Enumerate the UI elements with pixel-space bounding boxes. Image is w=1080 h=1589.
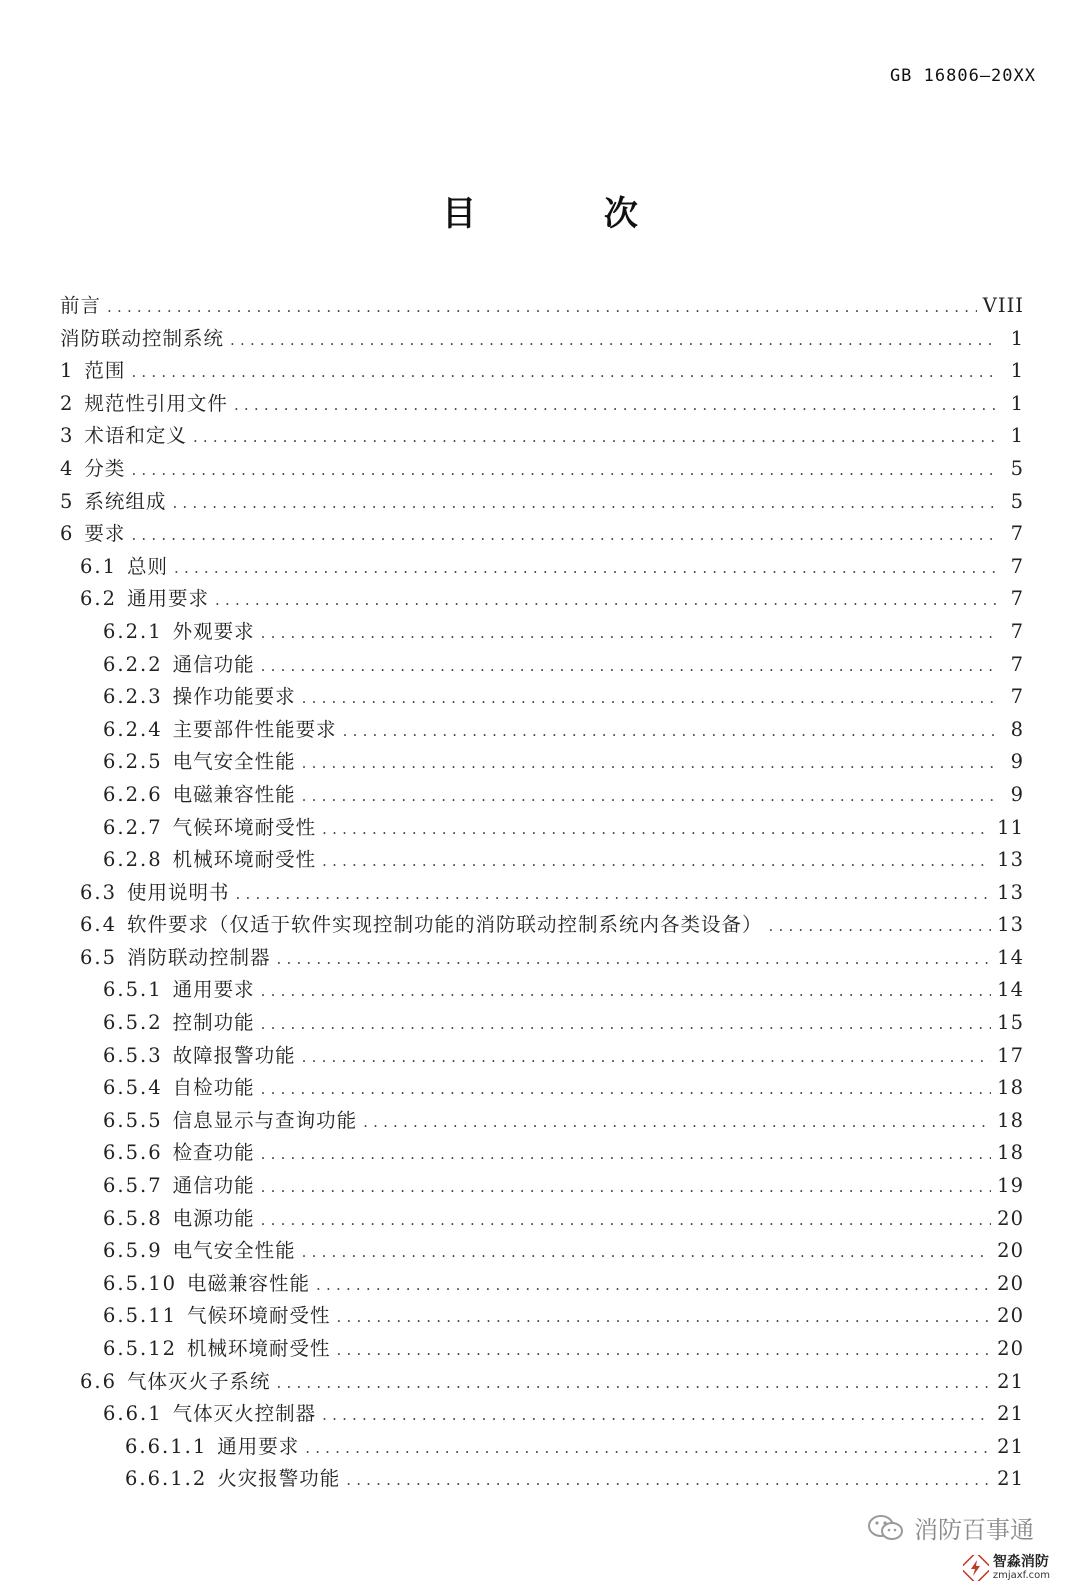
toc-entry[interactable] <box>60 323 1024 356</box>
toc-entry-page: 21 <box>997 1467 1024 1491</box>
toc-entry-label: 检查功能 <box>172 1141 255 1165</box>
toc-entry[interactable] <box>60 1268 1024 1301</box>
toc-dot-leader <box>322 1399 991 1432</box>
toc-entry[interactable] <box>60 355 1024 388</box>
toc-entry-page: 13 <box>997 848 1024 872</box>
toc-entry-label: 通用要求 <box>172 978 255 1002</box>
toc-entry[interactable] <box>60 779 1024 812</box>
toc-entry-label: 主要部件性能要求 <box>172 717 337 741</box>
toc-entry-number: 6.2.6 <box>103 782 163 806</box>
toc-dot-leader <box>346 1464 991 1497</box>
toc-entry[interactable] <box>60 974 1024 1007</box>
toc-entry-page: 7 <box>1010 522 1024 546</box>
wechat-icon <box>866 1513 906 1543</box>
toc-entry[interactable] <box>60 1105 1024 1138</box>
standard-code: GB 16806—20XX <box>889 66 1036 86</box>
toc-entry-number: 6.1 <box>80 554 118 578</box>
toc-dot-leader <box>261 1171 992 1204</box>
toc-dot-leader <box>277 943 992 976</box>
brand-domain: zmjaxf.com <box>992 1570 1050 1581</box>
toc-entry-page: 8 <box>1010 717 1024 741</box>
toc-entry-page: 14 <box>997 978 1024 1002</box>
toc-entry[interactable] <box>60 1366 1024 1399</box>
toc-entry-page: 20 <box>997 1304 1024 1328</box>
toc-entry-number: 1 <box>60 359 75 383</box>
toc-entry-page: 11 <box>997 815 1024 839</box>
toc-entry-page: 18 <box>997 1108 1024 1132</box>
toc-entry-number: 6.5.2 <box>103 1011 163 1035</box>
toc-entry-page: 17 <box>997 1043 1024 1067</box>
toc-dot-leader <box>261 1204 992 1237</box>
watermark-text: 消防百事通 <box>914 1516 1034 1544</box>
toc-dot-leader <box>316 1269 991 1302</box>
toc-entry-label: 气候环境耐受性 <box>172 815 317 839</box>
toc-entry-label: 机械环境耐受性 <box>172 848 317 872</box>
toc-entry-page: 14 <box>997 945 1024 969</box>
toc-entry-number: 6.5.11 <box>103 1304 178 1328</box>
toc-dot-leader <box>363 1106 991 1139</box>
toc-dot-leader <box>234 389 996 422</box>
toc-dot-leader <box>261 617 996 650</box>
toc-dot-leader <box>769 910 992 943</box>
toc-entry[interactable] <box>60 1170 1024 1203</box>
toc-entry[interactable] <box>60 1203 1024 1236</box>
toc-entry-number: 6.2.1 <box>103 619 163 643</box>
toc-dot-leader <box>236 878 992 911</box>
toc-entry[interactable] <box>60 812 1024 845</box>
toc-dot-leader <box>215 584 996 617</box>
toc-entry-number: 6.2.3 <box>103 685 163 709</box>
brand-name: 智淼消防 <box>992 1554 1049 1570</box>
toc-dot-leader <box>305 1432 991 1465</box>
toc-entry-page: 20 <box>997 1271 1024 1295</box>
toc-dot-leader <box>131 356 996 389</box>
toc-dot-leader <box>322 813 991 846</box>
toc-entry-label: 术语和定义 <box>84 424 187 448</box>
toc-entry-page: 7 <box>1010 587 1024 611</box>
toc-dot-leader <box>174 552 996 585</box>
toc-dot-leader <box>193 421 996 454</box>
toc-entry-page: 18 <box>997 1076 1024 1100</box>
toc-entry-number: 6.6.1.1 <box>125 1434 208 1458</box>
toc-dot-leader <box>107 291 977 324</box>
toc-entry-number: 6.5.1 <box>103 978 163 1002</box>
toc-entry-page: 13 <box>997 913 1024 937</box>
toc-entry-number: 6.5 <box>80 945 118 969</box>
toc-dot-leader <box>261 1138 992 1171</box>
toc-entry[interactable] <box>60 877 1024 910</box>
toc-entry[interactable] <box>60 1235 1024 1268</box>
toc-entry-number: 6.6.1 <box>103 1402 163 1426</box>
toc-entry[interactable] <box>60 1137 1024 1170</box>
toc-entry-label: 电源功能 <box>172 1206 255 1230</box>
toc-entry[interactable] <box>60 1040 1024 1073</box>
toc-entry-page: 9 <box>1010 782 1024 806</box>
toc-entry-page: 5 <box>1010 489 1024 513</box>
toc-entry-number: 6.6 <box>80 1369 118 1393</box>
toc-entry-label: 电气安全性能 <box>172 750 296 774</box>
toc-entry-label: 规范性引用文件 <box>84 391 228 415</box>
toc-entry-number: 6.5.5 <box>103 1108 163 1132</box>
toc-entry-number: 6 <box>60 522 75 546</box>
toc-entry-page: 20 <box>997 1206 1024 1230</box>
toc-entry-page: 7 <box>1010 554 1024 578</box>
toc-entry-label: 电气安全性能 <box>172 1239 296 1263</box>
toc-entry-page: 18 <box>997 1141 1024 1165</box>
toc-entry-number: 6.2 <box>80 587 118 611</box>
toc-entry-label: 外观要求 <box>172 619 255 643</box>
toc-entry-page: 5 <box>1010 456 1024 480</box>
toc-entry-label: 操作功能要求 <box>172 685 296 709</box>
toc-entry-number: 6.5.10 <box>103 1271 178 1295</box>
toc-entry-page: 13 <box>997 880 1024 904</box>
toc-entry-page: 7 <box>1010 619 1024 643</box>
toc-entry-page: 20 <box>997 1337 1024 1360</box>
toc-dot-leader <box>277 1367 992 1400</box>
toc-dot-leader <box>131 519 996 552</box>
toc-entry-page: 21 <box>997 1434 1024 1458</box>
toc-entry[interactable] <box>60 1463 1024 1496</box>
toc-entry-page: 1 <box>1010 424 1024 448</box>
toc-entry[interactable] <box>60 1072 1024 1105</box>
toc-entry-number: 6.5.8 <box>103 1206 163 1230</box>
toc-entry[interactable] <box>60 551 1024 584</box>
toc-entry[interactable] <box>60 1300 1024 1333</box>
toc-dot-leader <box>337 1334 992 1367</box>
toc-dot-leader <box>261 1073 992 1106</box>
toc-entry-number: 6.2.7 <box>103 815 163 839</box>
toc-entry-label: 气候环境耐受性 <box>187 1304 331 1328</box>
toc-entry-label: 气体灭火控制器 <box>172 1402 317 1426</box>
toc-entry[interactable] <box>60 1333 1024 1366</box>
toc-entry-number: 6.5.7 <box>103 1174 163 1198</box>
toc-entry-number: 6.2.5 <box>103 750 163 774</box>
toc-entry[interactable] <box>60 388 1024 421</box>
brand-mark <box>963 1555 1050 1581</box>
toc-entry-label: 控制功能 <box>172 1011 255 1035</box>
toc-entry-page: 19 <box>997 1174 1024 1198</box>
toc-dot-leader <box>302 1236 992 1269</box>
toc-entry-label: 要求 <box>84 522 126 546</box>
toc-entry[interactable] <box>60 1431 1024 1464</box>
toc-entry-number: 4 <box>60 456 75 480</box>
toc-entry[interactable] <box>60 616 1024 649</box>
toc-entry[interactable] <box>60 1007 1024 1040</box>
toc-entry[interactable] <box>60 420 1024 453</box>
toc-entry[interactable] <box>60 583 1024 616</box>
toc-entry-label: 前言 <box>60 294 102 317</box>
toc-entry-number: 2 <box>60 391 75 415</box>
toc-entry-label: 范围 <box>84 359 126 383</box>
toc-entry-label: 气体灭火子系统 <box>127 1369 271 1393</box>
toc-entry-number: 6.6.1.2 <box>125 1467 208 1491</box>
toc-dot-leader <box>302 780 996 813</box>
toc-dot-leader <box>230 324 996 357</box>
toc-entry-label: 系统组成 <box>84 489 167 513</box>
toc-entry-label: 使用说明书 <box>127 880 230 904</box>
toc-dot-leader <box>343 715 996 748</box>
toc-entry-page: 1 <box>1010 359 1024 383</box>
toc-entry-label: 火灾报警功能 <box>217 1467 341 1491</box>
toc-entry-page: 1 <box>1010 391 1024 415</box>
toc-entry-page: 7 <box>1010 652 1024 676</box>
toc-entry[interactable] <box>60 942 1024 975</box>
toc-entry[interactable] <box>60 486 1024 519</box>
table-of-contents <box>60 290 1024 1496</box>
toc-entry-page: 15 <box>997 1011 1024 1035</box>
toc-entry[interactable] <box>60 1398 1024 1431</box>
toc-entry[interactable] <box>60 453 1024 486</box>
toc-entry-label: 信息显示与查询功能 <box>172 1108 358 1132</box>
toc-entry[interactable] <box>60 518 1024 551</box>
toc-entry-label: 故障报警功能 <box>172 1043 296 1067</box>
toc-entry-number: 6.5.3 <box>103 1043 163 1067</box>
toc-entry[interactable] <box>60 649 1024 682</box>
toc-entry-label: 消防联动控制系统 <box>60 326 225 350</box>
toc-entry-label: 电磁兼容性能 <box>172 782 296 806</box>
toc-entry-page: 21 <box>997 1369 1024 1393</box>
toc-entry-label: 电磁兼容性能 <box>187 1271 311 1295</box>
toc-entry-number: 6.5.12 <box>103 1337 178 1360</box>
toc-entry-number: 6.2.2 <box>103 652 163 676</box>
toc-entry-label: 机械环境耐受性 <box>187 1337 331 1360</box>
toc-dot-leader <box>172 487 996 520</box>
toc-entry-number: 3 <box>60 424 75 448</box>
toc-entry-page: 7 <box>1010 685 1024 709</box>
toc-entry-label: 软件要求（仅适于软件实现控制功能的消防联动控制系统内各类设备） <box>127 913 763 937</box>
toc-dot-leader <box>261 975 992 1008</box>
toc-entry-number: 6.5.4 <box>103 1076 163 1100</box>
toc-entry-number: 6.5.6 <box>103 1141 163 1165</box>
toc-entry[interactable] <box>60 746 1024 779</box>
toc-dot-leader <box>302 682 996 715</box>
toc-entry-number: 6.4 <box>80 913 118 937</box>
toc-entry-number: 6.5.9 <box>103 1239 163 1263</box>
toc-entry-number: 5 <box>60 489 75 513</box>
toc-dot-leader <box>322 845 991 878</box>
toc-entry-label: 消防联动控制器 <box>127 945 271 969</box>
toc-entry[interactable] <box>60 290 1024 323</box>
toc-entry-label: 分类 <box>84 456 126 480</box>
toc-entry-page: 21 <box>997 1402 1024 1426</box>
watermark <box>866 1510 1034 1545</box>
toc-dot-leader <box>131 454 996 487</box>
toc-entry[interactable] <box>60 909 1024 942</box>
toc-dot-leader <box>261 1008 992 1041</box>
page-title: 目 次 <box>442 194 696 234</box>
toc-entry-number: 6.3 <box>80 880 118 904</box>
toc-dot-leader <box>302 1041 992 1074</box>
toc-entry-label: 通信功能 <box>172 1174 255 1198</box>
toc-entry-page: 20 <box>997 1239 1024 1263</box>
toc-entry-number: 6.2.4 <box>103 717 163 741</box>
toc-entry-label: 总则 <box>127 554 169 578</box>
toc-entry-label: 通信功能 <box>172 652 255 676</box>
toc-entry-number: 6.2.8 <box>103 848 163 872</box>
toc-entry[interactable] <box>60 681 1024 714</box>
toc-entry-label: 通用要求 <box>127 587 210 611</box>
toc-entry-page: 1 <box>1010 326 1024 350</box>
toc-entry-label: 自检功能 <box>172 1076 255 1100</box>
toc-entry-page: VIII <box>982 294 1024 317</box>
toc-entry-page: 9 <box>1010 750 1024 774</box>
toc-entry[interactable] <box>60 714 1024 747</box>
toc-dot-leader <box>302 747 996 780</box>
toc-dot-leader <box>337 1301 992 1334</box>
toc-entry[interactable] <box>60 844 1024 877</box>
lightning-logo-icon <box>963 1555 989 1581</box>
toc-dot-leader <box>261 650 996 683</box>
toc-entry-label: 通用要求 <box>217 1434 300 1458</box>
